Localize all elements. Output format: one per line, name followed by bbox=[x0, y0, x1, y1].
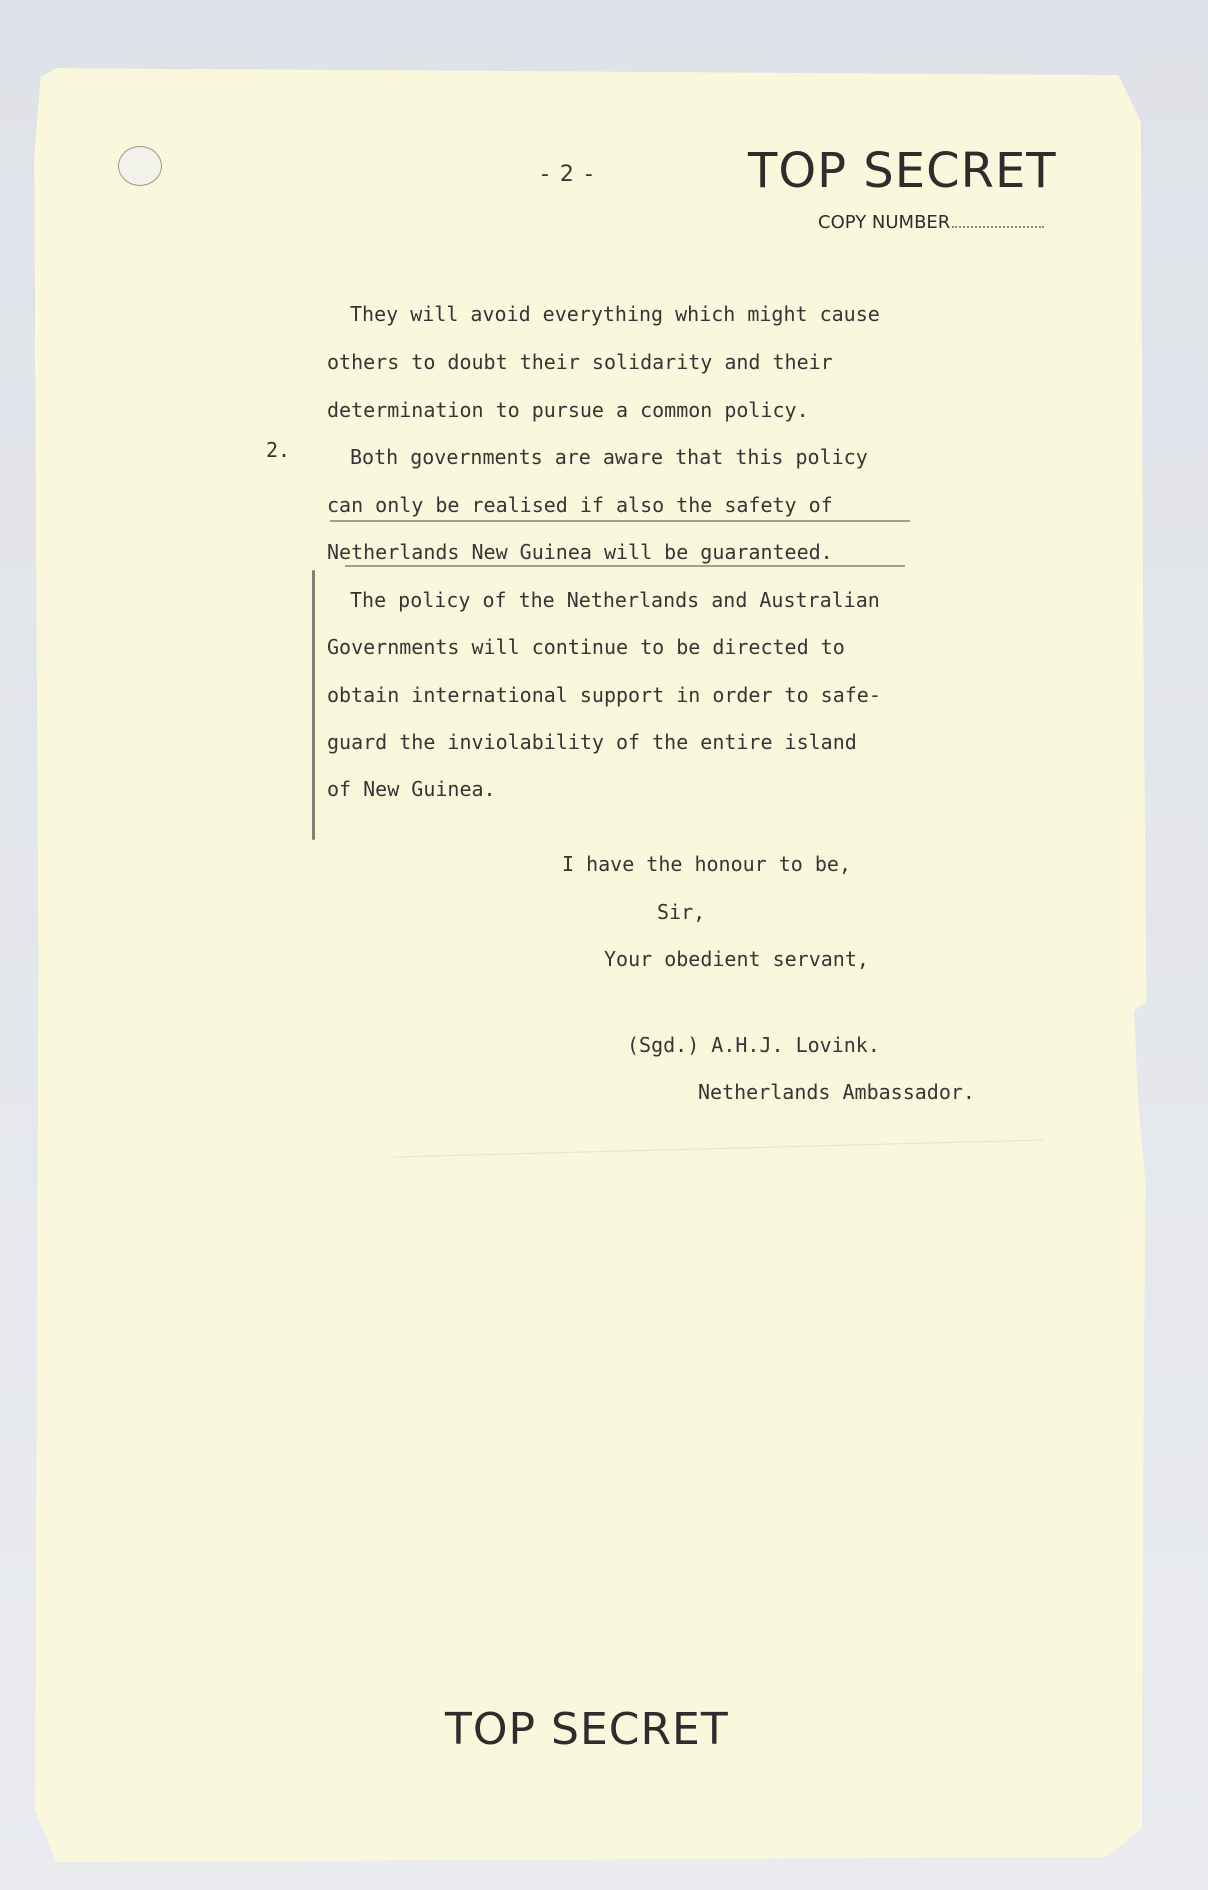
copy-number-field bbox=[818, 212, 1044, 233]
closing-line-1: I have the honour to be, bbox=[562, 852, 851, 876]
paragraph-number: 2. bbox=[266, 438, 291, 462]
body-line-3: determination to pursue a common policy. bbox=[327, 398, 809, 422]
margin-pencil-mark bbox=[312, 570, 315, 840]
paragraph-2-line-8: of New Guinea. bbox=[327, 777, 496, 801]
paragraph-2-line-5: Governments will continue to be directed to bbox=[327, 635, 845, 659]
pencil-underline-2 bbox=[345, 565, 905, 567]
paragraph-2-line-3: Netherlands New Guinea will be guaranteed. bbox=[327, 540, 833, 564]
paragraph-2-line-1: Both governments are aware that this policy bbox=[350, 445, 868, 469]
paragraph-2-line-4: The policy of the Netherlands and Australian bbox=[350, 588, 880, 612]
closing-salutation: Sir, bbox=[657, 900, 706, 924]
paragraph-2-line-6: obtain international support in order to safe- bbox=[327, 683, 881, 707]
paragraph-2-line-2: can only be realised if also the safety of bbox=[327, 493, 833, 517]
paragraph-2-line-7: guard the inviolability of the entire island bbox=[327, 730, 857, 754]
body-line-2: others to doubt their solidarity and their bbox=[327, 350, 833, 374]
punch-hole bbox=[118, 146, 162, 186]
closing-line-3: Your obedient servant, bbox=[604, 947, 869, 971]
body-line-1: They will avoid everything which might cause bbox=[350, 302, 880, 326]
signature-title: Netherlands Ambassador. bbox=[698, 1080, 975, 1104]
copy-number-blank bbox=[952, 226, 1044, 228]
signature-name: (Sgd.) A.H.J. Lovink. bbox=[627, 1033, 880, 1057]
page-number: - 2 - bbox=[541, 162, 595, 187]
classification-header: TOP SECRET bbox=[748, 143, 1057, 199]
document-page bbox=[34, 68, 1152, 1864]
classification-footer: TOP SECRET bbox=[445, 1704, 729, 1755]
pencil-underline-1 bbox=[330, 520, 910, 522]
copy-number-label: COPY NUMBER bbox=[818, 212, 951, 233]
